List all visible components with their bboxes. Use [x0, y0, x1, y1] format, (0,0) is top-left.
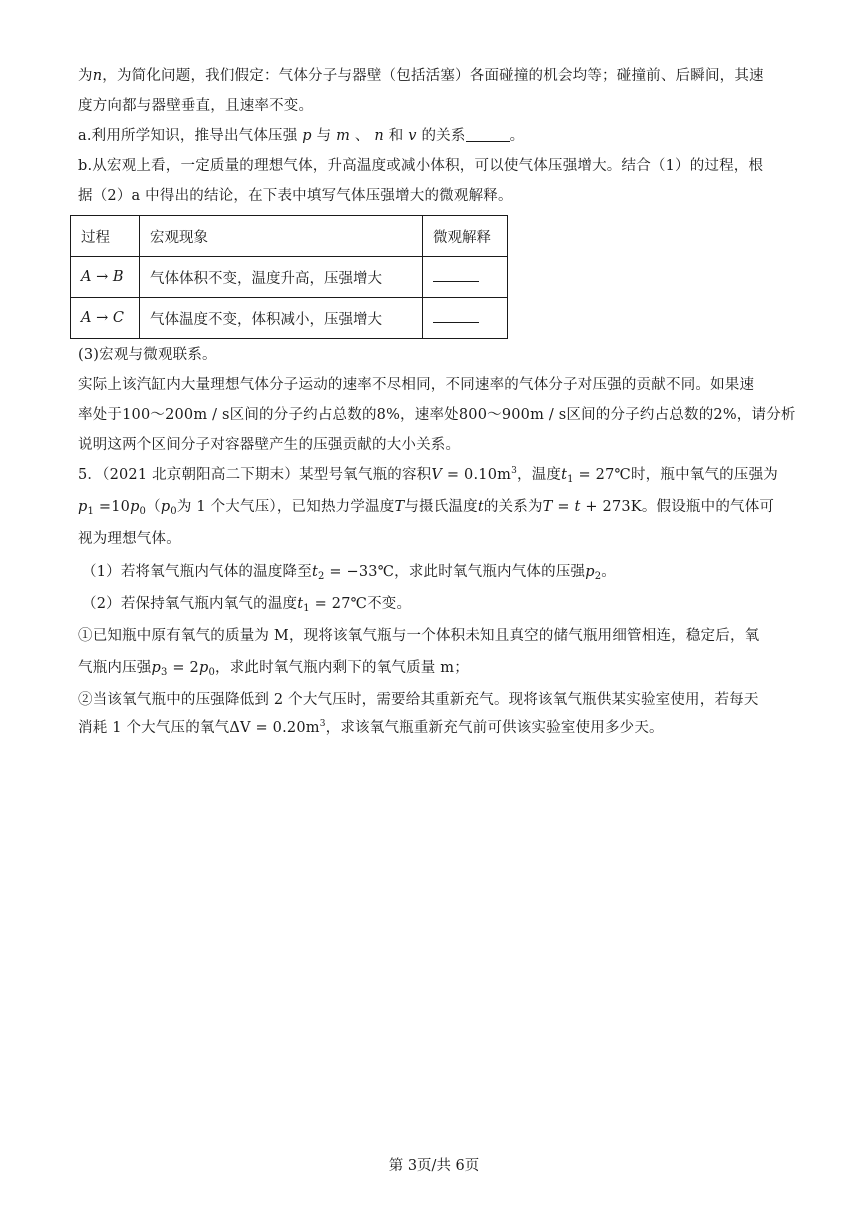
text-line: (3)宏观与微观联系。: [78, 347, 217, 363]
table-header-cell: 宏观现象: [140, 216, 423, 257]
text-line: 消耗 1 个大气压的氧气$\Delta V = 0.20m^3$，求该氧气瓶重新充气前可供该实验室使用多少天。: [78, 719, 664, 736]
page-number-footer: 第 3页/共 6页: [388, 1158, 480, 1174]
table-header-cell: 微观解释: [423, 216, 508, 257]
text-line: 为n，为简化问题，我们假定：气体分子与器壁（包括活塞）各面碰撞的机会均等；碰撞前、后瞬间，其速: [78, 68, 764, 84]
text-line: （2）若保持氧气瓶内氧气的温度$t_1$ = 27℃不变。: [82, 596, 412, 614]
process-cell: A → C: [71, 298, 140, 339]
table-row: [71, 298, 508, 339]
process-cell: A → B: [71, 257, 140, 298]
text-line: ①已知瓶中原有氧气的质量为 M，现将该氧气瓶与一个体积未知且真空的储气瓶用细管相连，稳定后，氧: [78, 628, 760, 644]
table-header-row: [71, 216, 508, 257]
text-line: a.利用所学知识，推导出气体压强 p 与 m 、 n 和 v 的关系 。: [78, 128, 525, 144]
text-line: 视为理想气体。: [78, 531, 181, 547]
text-line: 度方向都与器壁垂直，且速率不变。: [78, 98, 314, 114]
text-line: 说明这两个区间分子对容器壁产生的压强贡献的大小关系。: [78, 437, 461, 453]
table-row: [71, 257, 508, 298]
macro-cell: 气体体积不变，温度升高，压强增大: [140, 257, 423, 298]
question-5-line: 5．（2021 北京朝阳高二下期末）某型号氧气瓶的容积$V = 0.10m^3$，温度$t_1$ = 27℃时，瓶中氧气的压强为: [78, 466, 778, 485]
text-line: 气瓶内压强$p_3 = 2p_0$，求此时氧气瓶内剩下的氧气质量 m；: [78, 660, 469, 678]
text-line: $p_1 =10p_0(p_0$为 1 个大气压），已知热力学温度T与摄氏温度t的关系为T = t + 273K。假设瓶中的气体可: [78, 499, 775, 517]
answer-blank: [433, 310, 479, 323]
text-line: 率处于100～200m / s区间的分子约占总数的8%，速率处800～900m / s区间的分子约占总数的2%，请分析: [78, 407, 796, 423]
answer-blank: [466, 127, 510, 142]
text-line: 实际上该汽缸内大量理想气体分子运动的速率不尽相同，不同速率的气体分子对压强的贡献不同。如果速: [78, 377, 755, 393]
micro-cell: [423, 257, 508, 298]
explanation-table: [70, 215, 508, 339]
macro-cell: 气体温度不变，体积减小，压强增大: [140, 298, 423, 339]
text-line: 据（2）a 中得出的结论，在下表中填写气体压强增大的微观解释。: [78, 188, 513, 204]
answer-blank: [433, 269, 479, 282]
micro-cell: [423, 298, 508, 339]
text-line: （1）若将氧气瓶内气体的温度降至$t_2$ = −33℃，求此时氧气瓶内气体的压强$p_2$。: [82, 564, 616, 582]
text-line: b.从宏观上看，一定质量的理想气体，升高温度或减小体积，可以使气体压强增大。结合（1）的过程，根: [78, 158, 764, 174]
text-line: ②当该氧气瓶中的压强降低到 2 个大气压时，需要给其重新充气。现将该氧气瓶供某实验室使用，若每天: [78, 692, 759, 708]
table-header-cell: 过程: [71, 216, 140, 257]
